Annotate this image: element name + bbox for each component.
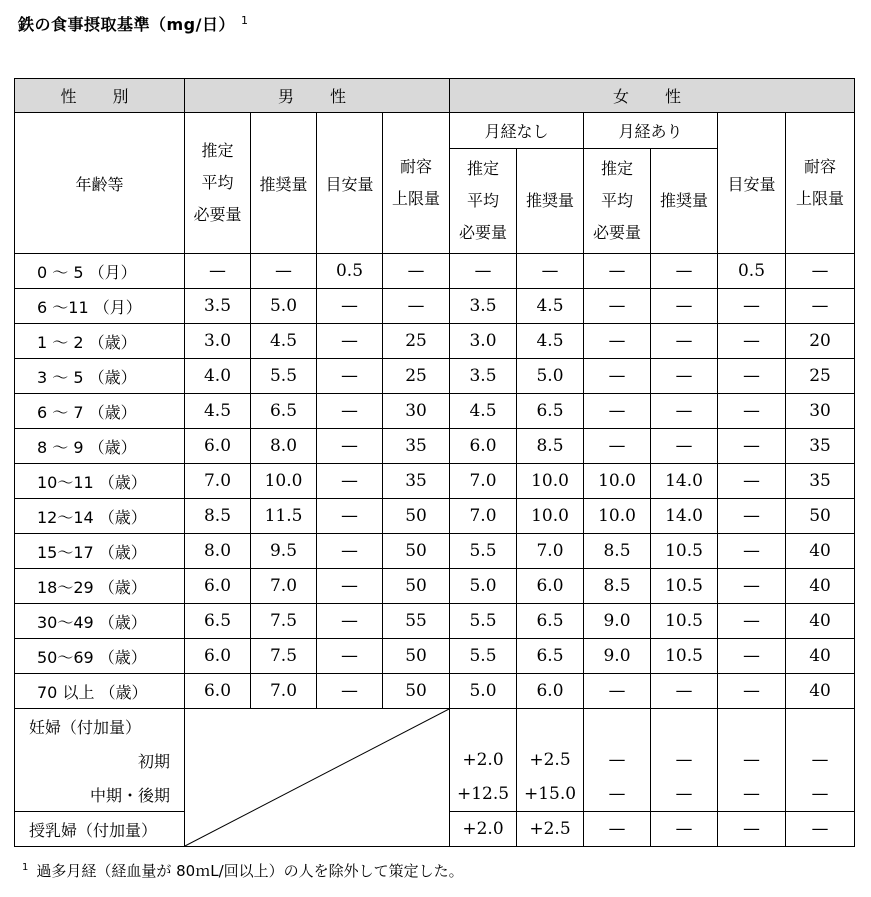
table-cell: 0.5 <box>718 254 786 289</box>
table-cell: 9.5 <box>251 534 317 569</box>
table-cell: — <box>584 777 651 812</box>
table-cell: 10.0 <box>517 499 584 534</box>
table-row <box>15 639 855 674</box>
table-cell: +15.0 <box>517 777 584 812</box>
table-cell: — <box>317 499 383 534</box>
table-cell: 3.0 <box>450 324 517 359</box>
table-cell: 7.5 <box>251 639 317 674</box>
title-note-marker: 1 <box>240 13 249 27</box>
age-label: 12～14 （歳） <box>15 499 185 534</box>
table-cell: — <box>651 674 718 709</box>
table-cell: 5.5 <box>251 359 317 394</box>
table-cell: — <box>383 289 450 324</box>
table-cell: — <box>317 534 383 569</box>
table-cell: 5.5 <box>450 639 517 674</box>
age-label: 18～29 （歳） <box>15 569 185 604</box>
table-cell: — <box>317 674 383 709</box>
table-cell: 50 <box>383 569 450 604</box>
header-female-ai: 目安量 <box>718 113 786 254</box>
table-cell: 3.5 <box>450 359 517 394</box>
table-cell: — <box>317 289 383 324</box>
table-cell: — <box>651 324 718 359</box>
header-no-menses-ear: 推定 平均 必要量 <box>450 149 517 254</box>
table-cell: — <box>584 289 651 324</box>
table-cell: 10.5 <box>651 604 718 639</box>
table-cell: 6.0 <box>450 429 517 464</box>
footnote-text: 過多月経（経血量が 80ｍL/回以上）の人を除外して策定した。 <box>36 862 464 880</box>
table-cell: — <box>651 254 718 289</box>
table-cell: 4.5 <box>517 289 584 324</box>
table-cell: 10.5 <box>651 569 718 604</box>
header-male-rda: 推奨量 <box>251 113 317 254</box>
table-cell: 50 <box>383 639 450 674</box>
table-cell: 7.5 <box>251 604 317 639</box>
age-label: 10～11 （歳） <box>15 464 185 499</box>
not-applicable-diagonal <box>185 709 450 847</box>
table-cell: 25 <box>786 359 855 394</box>
table-cell: 6.5 <box>251 394 317 429</box>
table-cell: 10.0 <box>251 464 317 499</box>
table-cell: 6.0 <box>185 569 251 604</box>
header-male-ul: 耐容 上限量 <box>383 113 450 254</box>
table-cell: +2.5 <box>517 743 584 777</box>
table-cell: — <box>718 534 786 569</box>
table-cell: — <box>317 324 383 359</box>
lactating-label: 授乳婦（付加量） <box>15 812 185 847</box>
page-title <box>18 12 248 35</box>
header-female-ul: 耐容 上限量 <box>786 113 855 254</box>
preg-cell <box>786 709 855 744</box>
table-cell: 4.0 <box>185 359 251 394</box>
table-cell: — <box>786 777 855 812</box>
table-row <box>15 394 855 429</box>
pregnant-mid-late-label: 中期・後期 <box>15 777 185 812</box>
table-cell: +2.0 <box>450 812 517 847</box>
table-cell: — <box>251 254 317 289</box>
table-cell: — <box>517 254 584 289</box>
table-cell: — <box>786 289 855 324</box>
age-label: 50～69 （歳） <box>15 639 185 674</box>
header-male: 男 性 <box>185 79 450 113</box>
age-label: 70 以上 （歳） <box>15 674 185 709</box>
table-cell: 3.5 <box>450 289 517 324</box>
table-row <box>15 429 855 464</box>
table-cell: 40 <box>786 639 855 674</box>
header-sex: 性 別 <box>15 79 185 113</box>
table-cell: — <box>317 569 383 604</box>
preg-cell <box>651 709 718 744</box>
header-female: 女 性 <box>450 79 855 113</box>
table-cell: — <box>584 743 651 777</box>
table-cell: 7.0 <box>450 464 517 499</box>
iron-intake-table <box>14 78 855 847</box>
table-cell: 8.5 <box>584 569 651 604</box>
table-cell: +2.5 <box>517 812 584 847</box>
pregnant-early-label: 初期 <box>15 743 185 777</box>
table-cell: 4.5 <box>450 394 517 429</box>
table-cell: — <box>718 499 786 534</box>
table-cell: 9.0 <box>584 639 651 674</box>
age-label: 30～49 （歳） <box>15 604 185 639</box>
age-label: 0 ～ 5 （月） <box>15 254 185 289</box>
table-row <box>15 534 855 569</box>
table-cell: 10.0 <box>517 464 584 499</box>
table-cell: 6.0 <box>185 674 251 709</box>
table-cell: 50 <box>786 499 855 534</box>
table-cell: 6.5 <box>517 604 584 639</box>
header-no-menses-rda: 推奨量 <box>517 149 584 254</box>
table-cell: — <box>317 429 383 464</box>
table-cell: 7.0 <box>450 499 517 534</box>
table-row <box>15 499 855 534</box>
age-label: 15～17 （歳） <box>15 534 185 569</box>
table-cell: 10.5 <box>651 639 718 674</box>
preg-cell <box>584 709 651 744</box>
table-cell: 5.5 <box>450 604 517 639</box>
table-cell: 50 <box>383 534 450 569</box>
table-cell: 8.5 <box>584 534 651 569</box>
table-cell: — <box>718 429 786 464</box>
table-cell: — <box>718 604 786 639</box>
table-cell: 25 <box>383 324 450 359</box>
table-cell: — <box>651 429 718 464</box>
table-cell: — <box>317 604 383 639</box>
table-cell: — <box>718 289 786 324</box>
table-cell: — <box>718 569 786 604</box>
table-cell: 7.0 <box>185 464 251 499</box>
table-row <box>15 289 855 324</box>
table-cell: — <box>651 359 718 394</box>
table-cell: 10.5 <box>651 534 718 569</box>
table-cell: — <box>718 639 786 674</box>
table-cell: 8.0 <box>251 429 317 464</box>
table-cell: 40 <box>786 534 855 569</box>
table-cell: — <box>317 639 383 674</box>
table-cell: 4.5 <box>517 324 584 359</box>
table-cell: 3.0 <box>185 324 251 359</box>
table-cell: 40 <box>786 674 855 709</box>
table-cell: — <box>651 743 718 777</box>
table-cell: 6.0 <box>185 639 251 674</box>
preg-cell <box>517 709 584 744</box>
table-cell: 35 <box>383 464 450 499</box>
table-row <box>15 464 855 499</box>
table-cell: 55 <box>383 604 450 639</box>
table-cell: 7.0 <box>251 674 317 709</box>
table-cell: — <box>185 254 251 289</box>
table-cell: 4.5 <box>251 324 317 359</box>
table-cell: 5.0 <box>517 359 584 394</box>
table-cell: — <box>718 674 786 709</box>
table-row <box>15 324 855 359</box>
table-cell: — <box>718 464 786 499</box>
table-cell: 50 <box>383 499 450 534</box>
table-cell: +2.0 <box>450 743 517 777</box>
table-cell: — <box>584 812 651 847</box>
header-with-menses-ear: 推定 平均 必要量 <box>584 149 651 254</box>
table-cell: — <box>584 359 651 394</box>
table-cell: 5.0 <box>251 289 317 324</box>
age-label: 3 ～ 5 （歳） <box>15 359 185 394</box>
table-cell: — <box>786 743 855 777</box>
table-cell: +12.5 <box>450 777 517 812</box>
header-age: 年齢等 <box>15 113 185 254</box>
pregnant-label: 妊婦（付加量） <box>15 709 185 744</box>
table-cell: 14.0 <box>651 464 718 499</box>
table-cell: — <box>651 394 718 429</box>
header-male-ai: 目安量 <box>317 113 383 254</box>
table-cell: 35 <box>786 464 855 499</box>
table-cell: — <box>718 324 786 359</box>
table-cell: — <box>718 743 786 777</box>
header-no-menses: 月経なし <box>450 113 584 149</box>
header-with-menses-rda: 推奨量 <box>651 149 718 254</box>
preg-cell <box>450 709 517 744</box>
table-cell: — <box>786 812 855 847</box>
table-cell: — <box>718 359 786 394</box>
header-male-ear: 推定 平均 必要量 <box>185 113 251 254</box>
table-cell: 35 <box>383 429 450 464</box>
table-cell: 7.0 <box>517 534 584 569</box>
table-cell: 5.5 <box>450 534 517 569</box>
table-cell: 5.0 <box>450 674 517 709</box>
table-cell: — <box>718 777 786 812</box>
table-cell: 25 <box>383 359 450 394</box>
table-cell: 11.5 <box>251 499 317 534</box>
table-cell: 8.5 <box>185 499 251 534</box>
table-cell: 7.0 <box>251 569 317 604</box>
table-cell: — <box>317 394 383 429</box>
table-cell: — <box>383 254 450 289</box>
table-cell: 40 <box>786 604 855 639</box>
table-cell: 10.0 <box>584 499 651 534</box>
table-cell: 6.0 <box>517 569 584 604</box>
table-cell: — <box>584 324 651 359</box>
table-cell: 14.0 <box>651 499 718 534</box>
table-cell: 35 <box>786 429 855 464</box>
table-cell: — <box>584 254 651 289</box>
table-cell: 6.0 <box>185 429 251 464</box>
age-label: 6 ～ 7 （歳） <box>15 394 185 429</box>
table-row <box>15 604 855 639</box>
table-cell: — <box>317 359 383 394</box>
table-cell: 30 <box>383 394 450 429</box>
table-cell: — <box>718 812 786 847</box>
footnote-marker: 1 <box>22 862 29 873</box>
table-row <box>15 569 855 604</box>
table-cell: 9.0 <box>584 604 651 639</box>
age-label: 8 ～ 9 （歳） <box>15 429 185 464</box>
table-cell: 6.5 <box>185 604 251 639</box>
title-text: 鉄の食事摂取基準（mg/日） <box>18 15 235 34</box>
table-cell: — <box>651 289 718 324</box>
table-cell: 3.5 <box>185 289 251 324</box>
table-cell: 40 <box>786 569 855 604</box>
table-cell: — <box>651 777 718 812</box>
table-cell: 6.0 <box>517 674 584 709</box>
age-label: 6 ～11 （月） <box>15 289 185 324</box>
table-cell: 10.0 <box>584 464 651 499</box>
table-cell: 4.5 <box>185 394 251 429</box>
table-row <box>15 674 855 709</box>
table-cell: — <box>317 464 383 499</box>
table-cell: — <box>584 394 651 429</box>
table-cell: — <box>584 674 651 709</box>
table-cell: 5.0 <box>450 569 517 604</box>
age-label: 1 ～ 2 （歳） <box>15 324 185 359</box>
table-cell: — <box>718 394 786 429</box>
preg-cell <box>718 709 786 744</box>
table-cell: 0.5 <box>317 254 383 289</box>
footnote <box>22 860 464 881</box>
table-cell: — <box>450 254 517 289</box>
table-cell: 30 <box>786 394 855 429</box>
table-cell: 6.5 <box>517 394 584 429</box>
header-with-menses: 月経あり <box>584 113 718 149</box>
table-row <box>15 254 855 289</box>
table-cell: 50 <box>383 674 450 709</box>
table-cell: 6.5 <box>517 639 584 674</box>
table-cell: 20 <box>786 324 855 359</box>
table-cell: 8.0 <box>185 534 251 569</box>
table-cell: — <box>786 254 855 289</box>
table-cell: — <box>584 429 651 464</box>
table-row <box>15 359 855 394</box>
table-cell: — <box>651 812 718 847</box>
table-cell: 8.5 <box>517 429 584 464</box>
